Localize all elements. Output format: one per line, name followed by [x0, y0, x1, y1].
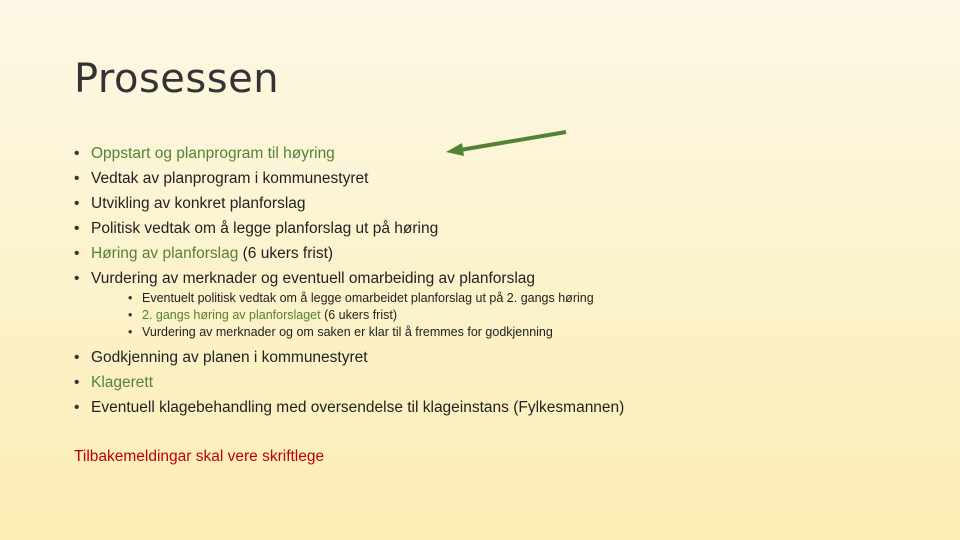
list-item-text: Politisk vedtak om å legge planforslag ut på høring: [91, 220, 439, 237]
list-item-text: Utvikling av konkret planforslag: [91, 195, 306, 212]
sub-list-item-text-highlight: 2. gangs høring av planforslaget: [142, 308, 321, 322]
list-item: [74, 170, 368, 188]
bullet: •: [128, 308, 133, 322]
bullet: •: [74, 349, 80, 366]
bullet: •: [74, 245, 80, 262]
bullet: •: [74, 170, 80, 187]
list-item-text: Klagerett: [91, 374, 154, 391]
list-item-text: Eventuell klagebehandling med oversendelse til klageinstans (Fylkesmannen): [91, 399, 625, 416]
sub-list-item: [128, 291, 594, 305]
list-item: [74, 349, 368, 367]
arrow-shaft: [460, 132, 566, 150]
list-item: [74, 374, 153, 392]
left-arrow-icon: [440, 124, 574, 160]
page-title: Prosessen: [74, 56, 280, 102]
list-item: [74, 245, 333, 263]
list-item: [74, 270, 535, 288]
list-item-text: Oppstart og planprogram til høyring: [91, 145, 335, 162]
sub-list-item-text: (6 ukers frist): [320, 308, 397, 322]
list-item-text: Vedtak av planprogram i kommunestyret: [91, 170, 369, 187]
bullet: •: [128, 291, 133, 305]
sub-list-item: [128, 308, 397, 322]
list-item: [74, 145, 335, 163]
footer-note: Tilbakemeldingar skal vere skriftlege: [74, 448, 325, 465]
bullet: •: [74, 270, 80, 287]
bullet: •: [74, 195, 80, 212]
list-item-text: (6 ukers frist): [238, 245, 334, 262]
bullet: •: [74, 220, 80, 237]
bullet: •: [74, 145, 80, 162]
sub-list-item-text: Vurdering av merknader og om saken er klar til å fremmes for godkjenning: [142, 325, 553, 339]
list-item: [74, 399, 624, 417]
list-item-text: Vurdering av merknader og eventuell omarbeiding av planforslag: [91, 270, 536, 287]
list-item-text-highlight: Høring av planforslag: [91, 245, 239, 262]
bullet: •: [74, 399, 80, 416]
arrow-head: [446, 143, 464, 156]
list-item: [74, 220, 438, 238]
bullet: •: [128, 325, 133, 339]
sub-list-item-text: Eventuelt politisk vedtak om å legge omarbeidet planforslag ut på 2. gangs høring: [142, 291, 594, 305]
list-item-text: Godkjenning av planen i kommunestyret: [91, 349, 368, 366]
bullet: •: [74, 374, 80, 391]
list-item: [74, 195, 306, 213]
sub-list-item: [128, 325, 553, 339]
